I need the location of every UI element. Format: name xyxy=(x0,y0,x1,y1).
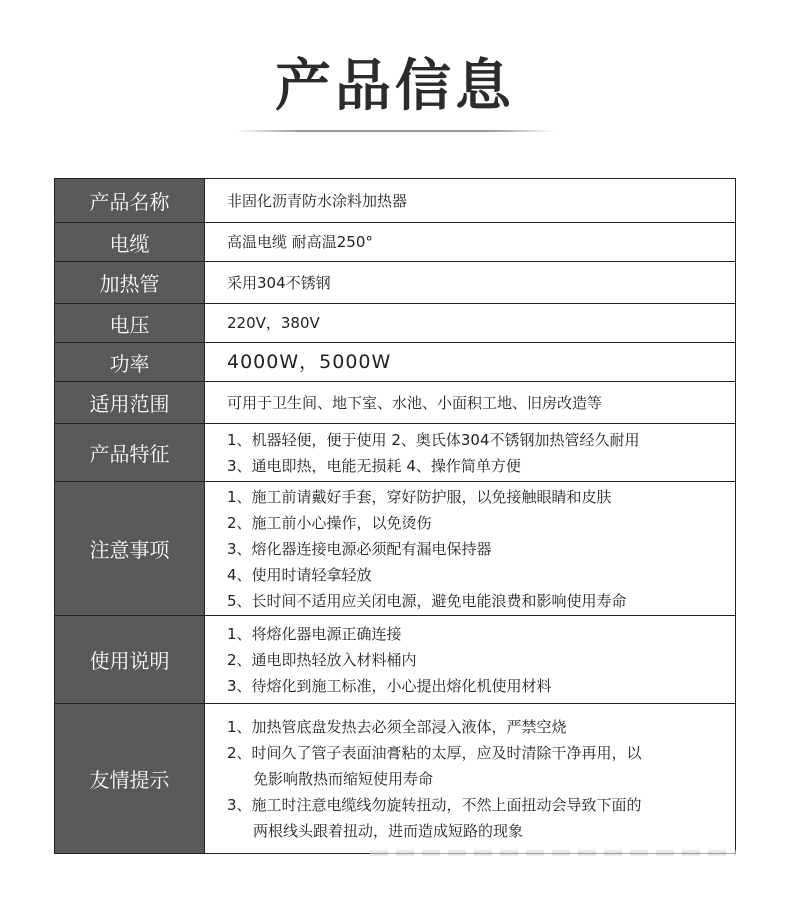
spec-value-line: 2、施工前小心操作，以免烫伤 xyxy=(227,513,432,532)
spec-value xyxy=(205,304,735,342)
spec-label: 适用范围 xyxy=(55,382,205,423)
spec-label: 友情提示 xyxy=(55,704,205,853)
spec-row-voltage xyxy=(55,304,735,343)
faint-artifact-strip xyxy=(370,850,736,856)
spec-label: 电缆 xyxy=(55,223,205,261)
spec-row-heating-tube xyxy=(55,262,735,304)
spec-row-features xyxy=(55,424,735,482)
spec-value-line: 3、通电即热，电能无损耗 4、操作简单方便 xyxy=(227,456,521,475)
spec-value-line: 可用于卫生间、地下室、水池、小面积工地、旧房改造等 xyxy=(227,393,603,412)
spec-value-line: 220V，380V xyxy=(227,314,320,332)
spec-row-usage xyxy=(55,382,735,424)
spec-value xyxy=(205,223,735,261)
spec-value-line: 1、机器轻便，便于使用 2、奥氏体304不锈钢加热管经久耐用 xyxy=(227,430,640,449)
spec-value xyxy=(205,704,735,853)
page-title: 产品信息 xyxy=(275,54,515,119)
spec-value xyxy=(205,616,735,703)
spec-label: 注意事项 xyxy=(55,482,205,615)
spec-value-line: 3、待熔化到施工标准，小心提出熔化机使用材料 xyxy=(227,676,552,695)
spec-value-line: 4、使用时请轻拿轻放 xyxy=(227,565,372,584)
spec-value-line: 1、加热管底盘发热去必须全部浸入液体，严禁空烧 xyxy=(227,717,567,736)
spec-value-line: 2、时间久了管子表面油膏粘的太厚，应及时清除干净再用，以 xyxy=(227,743,642,762)
spec-row-tips xyxy=(55,704,735,853)
spec-row-instructions xyxy=(55,616,735,704)
spec-value-line: 3、施工时注意电缆线勿旋转扭动，不然上面扭动会导致下面的 xyxy=(227,795,642,814)
spec-value-line: 1、将熔化器电源正确连接 xyxy=(227,624,402,643)
spec-label: 加热管 xyxy=(55,262,205,303)
spec-value xyxy=(205,382,735,423)
spec-label: 电压 xyxy=(55,304,205,342)
spec-row-power xyxy=(55,343,735,382)
spec-value xyxy=(205,343,735,381)
spec-value-line: 4000W，5000W xyxy=(227,351,392,373)
spec-value-line: 高温电缆 耐高温250° xyxy=(227,233,373,251)
spec-value-line: 采用304不锈钢 xyxy=(227,273,331,292)
spec-label: 产品特征 xyxy=(55,424,205,481)
spec-value xyxy=(205,482,735,615)
title-divider xyxy=(235,130,555,132)
spec-value xyxy=(205,262,735,303)
spec-value xyxy=(205,179,735,222)
spec-value-line: 非固化沥青防水涂料加热器 xyxy=(227,191,408,210)
spec-value xyxy=(205,424,735,481)
spec-label: 功率 xyxy=(55,343,205,381)
spec-value-line: 5、长时间不适用应关闭电源，避免电能浪费和影响使用寿命 xyxy=(227,591,627,610)
spec-row-cable xyxy=(55,223,735,262)
spec-row-product-name xyxy=(55,179,735,223)
spec-value-line: 免影响散热而缩短使用寿命 xyxy=(253,769,434,788)
spec-table xyxy=(54,178,736,854)
spec-row-notes xyxy=(55,482,735,616)
spec-value-line: 3、熔化器连接电源必须配有漏电保持器 xyxy=(227,539,492,558)
spec-value-line: 2、通电即热轻放入材料桶内 xyxy=(227,650,417,669)
spec-label: 产品名称 xyxy=(55,179,205,222)
spec-value-line: 1、施工前请戴好手套，穿好防护服，以免接触眼睛和皮肤 xyxy=(227,487,612,506)
spec-value-line: 两根线头跟着扭动，进而造成短路的现象 xyxy=(253,821,524,840)
spec-label: 使用说明 xyxy=(55,616,205,703)
